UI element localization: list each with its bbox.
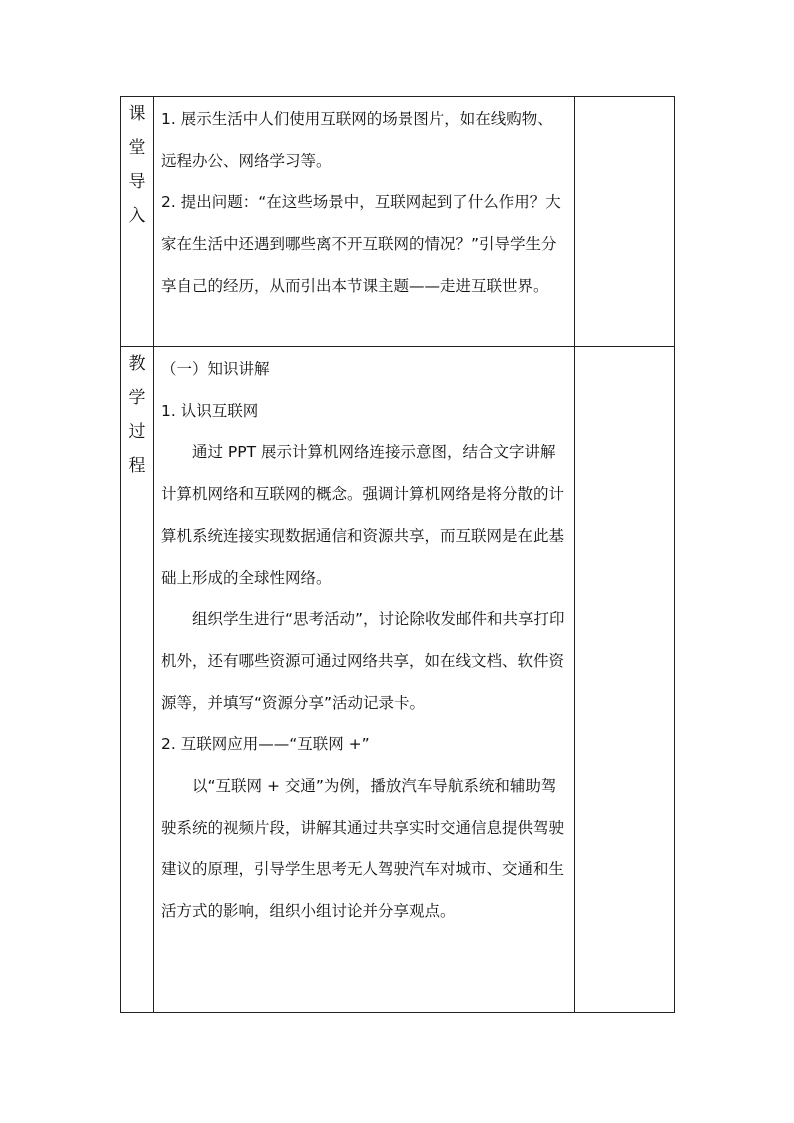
- subsection-heading: （一）知识讲解: [161, 360, 270, 378]
- lesson-plan-table: [120, 96, 675, 1013]
- label-char: 入: [128, 206, 146, 226]
- label-char: 学: [128, 388, 146, 408]
- table-row-process: [121, 347, 675, 1013]
- label-char: 程: [128, 456, 146, 476]
- section-content-process: [154, 347, 575, 1013]
- label-char: 导: [128, 172, 146, 192]
- body-paragraph: 以“互联网 + 交通”为例，播放汽车导航系统和辅助驾驶系统的视频片段，讲解其通过共享实时交通信息提供驾驶建议的原理，引导学生思考无人驾驶汽车对城市、交通和生活方式的影响，组织小组讨论并分享观点。: [161, 777, 565, 921]
- intro-step-2: 2. 提出问题：“在这些场景中，互联网起到了什么作用？大家在生活中还遇到哪些离不开互联网的情况？”引导学生分享自己的经历，从而引出本节课主题——走进互联世界。: [161, 193, 561, 295]
- topic-heading: 1. 认识互联网: [161, 401, 259, 420]
- topic-heading: 2. 互联网应用——“互联网 +”: [161, 735, 370, 754]
- section-content-intro: [154, 97, 575, 347]
- label-char: 堂: [128, 138, 146, 158]
- intro-step-1: 1. 展示生活中人们使用互联网的场景图片，如在线购物、远程办公、网络学习等。: [161, 110, 553, 170]
- notes-cell: [575, 347, 675, 1013]
- notes-cell: [575, 97, 675, 347]
- section-label-intro: [121, 97, 154, 347]
- body-paragraph: 组织学生进行“思考活动”，讨论除收发邮件和共享打印机外，还有哪些资源可通过网络共享，如在线文档、软件资源等，并填写“资源分享”活动记录卡。: [161, 610, 565, 712]
- label-char: 教: [128, 354, 146, 374]
- section-label-process: [121, 347, 154, 1013]
- body-paragraph: 通过 PPT 展示计算机网络连接示意图，结合文字讲解计算机网络和互联网的概念。强调计算机网络是将分散的计算机系统连接实现数据通信和资源共享，而互联网是在此基础上形成的全球性网络。: [161, 443, 565, 587]
- table-row-intro: [121, 97, 675, 347]
- label-char: 课: [128, 104, 146, 124]
- label-char: 过: [128, 422, 146, 442]
